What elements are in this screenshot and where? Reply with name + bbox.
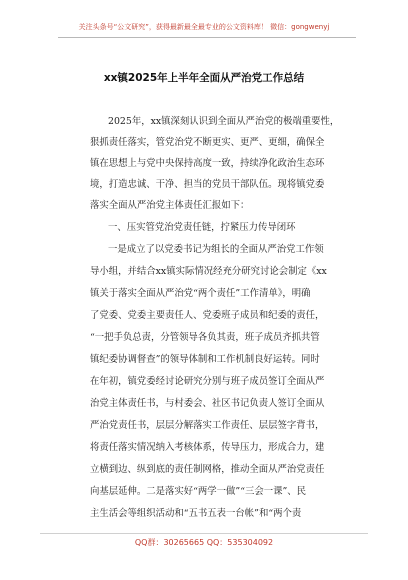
body-line: 2025年，xx镇深刻认识到全面从严治党的极端重要性，	[108, 116, 340, 127]
footer-divider	[40, 533, 368, 534]
footer-contact: QQ群：30265665 QQ：535304092	[134, 538, 274, 547]
section-heading: 一、压实管党治党责任链，拧紧压力传导闭环	[108, 222, 296, 233]
body-line: 镇纪委协调督查”的领导体制和工作机制良好运转。同时	[90, 354, 320, 365]
body-line: 导小组，并结合xx镇实际情况经充分研究讨论会制定《xx	[90, 266, 327, 277]
body-line: 将责任落实情况纳入考核体系，传导压力，形成合力，建	[90, 442, 325, 453]
body-line: 治党主体责任书，与村委会、社区书记负责人签订全面从	[90, 398, 325, 409]
body-line: 严治党责任书，层层分解落实工作责任、层层签字背书，	[90, 420, 325, 431]
header-divider	[58, 37, 356, 38]
body-line: 立横到边、纵到底的责任制网格，推动全面从严治党责任	[90, 464, 325, 475]
header-banner: 关注头条号“公文研究”，获得最新最全最专业的公文资料库！ 微信：gongwenyj	[78, 23, 330, 31]
body-line: 镇关于落实全面从严治党“两个责任”工作清单》，明确	[90, 288, 311, 299]
body-line: 了党委、党委主要责任人、党委班子成员和纪委的责任，	[90, 310, 325, 321]
body-line: 主生活会等组织活动和“五书五表一台帐”和“两个责	[90, 508, 302, 519]
body-line: 在年初，镇党委经讨论研究分别与班子成员签订全面从严	[90, 376, 325, 387]
body-line: 落实全面从严治党主体责任汇报如下：	[90, 200, 250, 211]
body-line: 镇在思想上与党中央保持高度一致，持续净化政治生态环	[90, 158, 325, 169]
body-line: 一是成立了以党委书记为组长的全面从严治党工作领	[108, 244, 324, 255]
document-title: xx镇2025年上半年全面从严治党工作总结	[103, 72, 305, 84]
body-line: “一把手负总责，分管领导各负其责，班子成员齐抓共管	[90, 332, 320, 343]
body-line: 境，打造忠诚、干净、担当的党员干部队伍。现将镇党委	[90, 179, 325, 190]
body-line: 向基层延伸。二是落实好“两学一做”“三会一课”、民	[90, 486, 307, 497]
body-line: 狠抓责任落实，管党治党不断更实、更严、更细，确保全	[90, 137, 325, 148]
